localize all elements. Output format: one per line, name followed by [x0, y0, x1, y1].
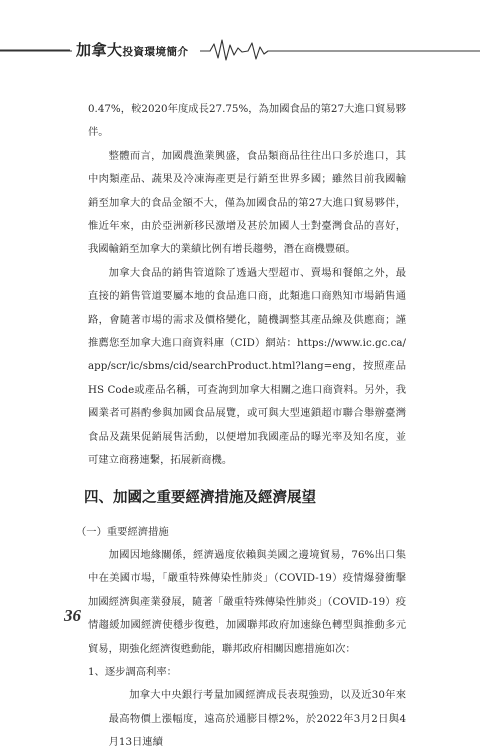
paragraph-economic-measures: 加國因地緣關係，經濟過度依賴與美國之邊境貿易，76%出口集中在美國市場，「嚴重特殊傳染性肺炎」（COVID-19）疫情爆發衝擊加國經濟與產業發展，隨著「嚴重特殊傳染性肺炎」（COVID-19）疫情趨緩加國經濟使穩步復甦，加國聯邦政府加速綠色轉型與推動多元貿易，期強化經濟復甦動能，聯邦政府相關因應措施如次：	[88, 548, 406, 655]
paragraph-continued: 0.47%，較2020年度成長27.75%，為加國食品的第27大進口貿易夥伴。	[88, 103, 406, 139]
sub-heading: （一）重要經濟措施	[76, 525, 169, 538]
paragraph-sales-channels: 加拿大食品的銷售管道除了透過大型超市、賣場和餐館之外，最直接的銷售管道要屬本地的食品進口商，此類進口商熟知市場銷售通路，會隨著市場的需求及價格變化，隨機調整其產品線及供應商；謹推薦您至加拿大進口商資料庫（CID）網站：https://www.ic.gc.ca/app/scr/ic/sbms/cid/searchProduct.html?lang=eng，按照產品HS Code或產品名稱，可查詢到加拿大相關之進口商資料。另外，我國業者可斟酌參與加國食品展覽，或可與大型連鎖超市聯合舉辦臺灣食品及蔬果促銷展售活動，以便增加我國產品的曝光率及知名度，並可建立商務連繫，拓展新商機。	[88, 266, 406, 467]
item-heading: 1、逐步調高利率：	[88, 665, 177, 678]
heartbeat-line-icon	[0, 34, 480, 64]
header-title-country: 加拿大	[76, 41, 123, 59]
header-title	[76, 40, 189, 62]
section-heading: 四、加國之重要經濟措施及經濟展望	[84, 488, 316, 506]
paragraph-interest-rates: 加拿大中央銀行考量加國經濟成長表現強勁，以及近30年來最高物價上漲幅度，遠高於通膨目標2%，於2022年3月2日與4月13日連續	[108, 689, 406, 749]
header-title-subtitle: 投資環境簡介	[122, 46, 189, 58]
page-number: 36	[64, 606, 81, 625]
page-content	[76, 98, 406, 755]
paragraph-summary: 整體而言，加國農漁業興盛，食品類商品往往出口多於進口，其中肉類產品、蔬果及冷凍海產更是行銷至世界多國；雖然目前我國輸銷至加拿大的食品金額不大，僅為加國食品的第27大進口貿易夥伴，惟近年來，由於亞洲新移民激增及甚於加國人士對臺灣食品的喜好，我國輸銷至加拿大的業績比例有增長趨勢，潛在商機豐碩。	[88, 149, 406, 256]
running-header	[0, 34, 480, 64]
